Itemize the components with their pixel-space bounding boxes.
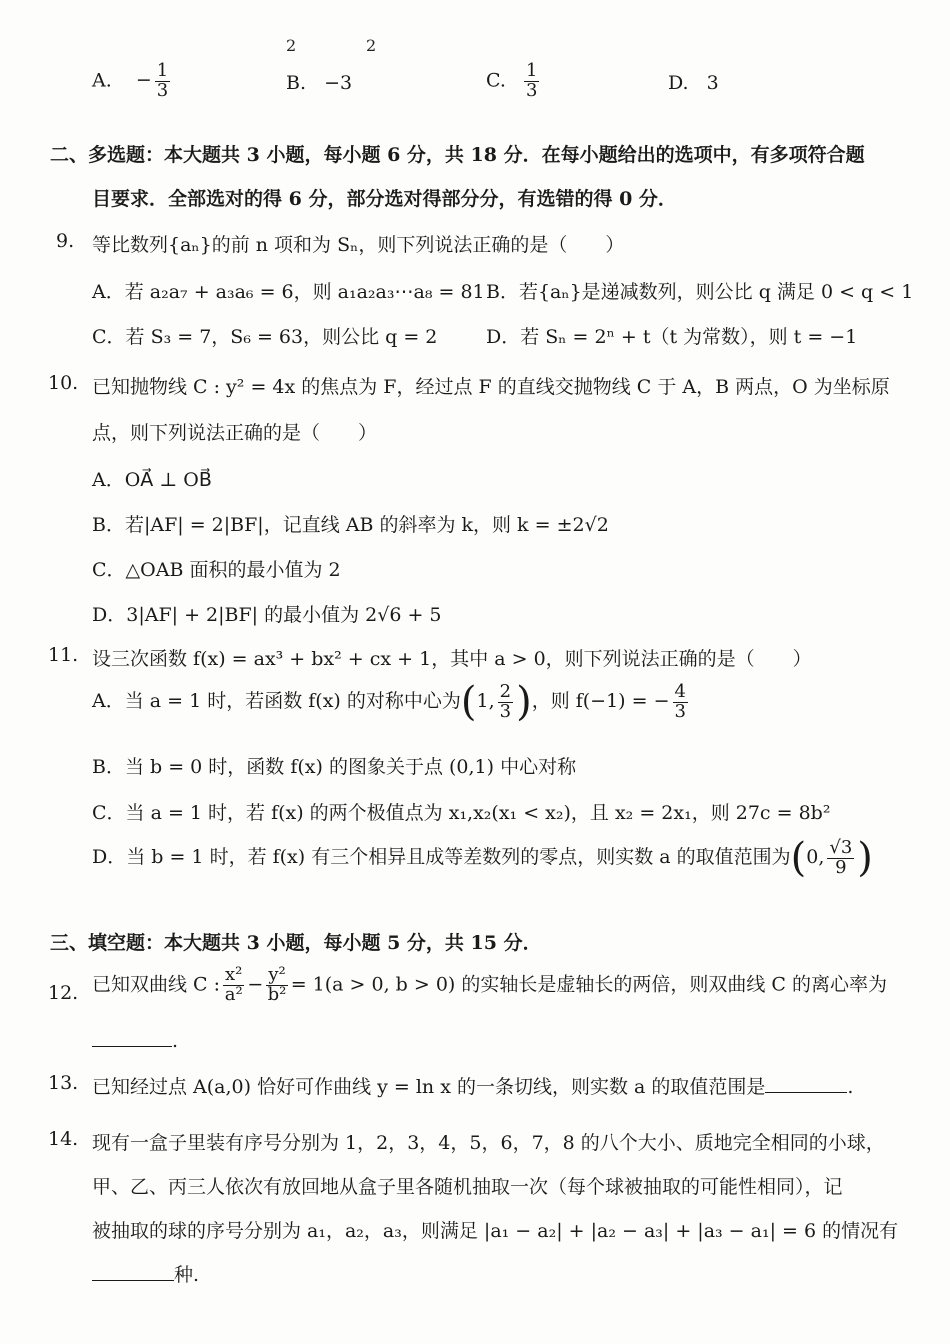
interval-left: 0, [806,846,825,868]
answer-blank[interactable] [92,1032,172,1047]
right-paren: ) [516,679,532,725]
fraction [266,966,287,1005]
denominator: 3 [525,79,538,101]
q10-number: 10. [48,372,79,394]
fraction [524,62,539,101]
q10-stem-line2: 点，则下列说法正确的是（ ） [92,422,378,444]
denominator: 3 [156,79,169,101]
fraction [223,966,244,1005]
numerator: y² [268,964,286,985]
numerator: 2 [499,680,512,702]
denominator: 9 [835,856,847,878]
period: . [847,1076,854,1098]
q12-prefix: 已知双曲线 C : [92,973,221,996]
option-a-prefix: A．当 a = 1 时，若函数 f(x) 的对称中心为 [92,690,461,712]
option-text: −3 [324,72,353,94]
numerator: 1 [156,60,169,81]
q8-option-a [92,62,173,101]
q13-stem [92,1072,853,1099]
option-label: C. [486,69,506,92]
option-sign: − [135,69,152,92]
numerator: x² [225,964,243,985]
denominator: 3 [499,700,512,722]
q13-number: 13. [48,1072,79,1094]
q11-option-a [92,679,691,725]
q12-stem [92,966,887,1005]
fraction [827,836,854,878]
answer-blank[interactable] [765,1078,847,1093]
period: . [172,1030,179,1052]
q9-stem: 等比数列{aₙ}的前 n 项和为 Sₙ，则下列说法正确的是（ ） [92,234,625,256]
section2-heading-line2: 目要求．全部选对的得 6 分，部分选对得部分分，有选错的得 0 分． [92,188,677,210]
q12-answer-line [92,1030,178,1052]
q8-option-d [668,72,719,94]
q8-option-b [286,72,352,94]
q9-option-d: D．若 Sₙ = 2ⁿ + t（t 为常数），则 t = −1 [486,326,858,348]
numerator: 1 [525,60,538,81]
q14-line2: 甲、乙、丙三人依次有放回地从盒子里各随机抽取一次（每个球被抽取的可能性相同），记 [92,1176,843,1198]
q13-text: 已知经过点 A(a,0) 恰好可作曲线 y = ln x 的一条切线，则实数 a 的取值范围是 [92,1076,766,1098]
fraction [498,680,513,722]
minus-sign: − [247,973,264,996]
option-label: A. [92,69,112,92]
section2-heading-line1: 二、多选题：本大题共 3 小题，每小题 6 分，共 18 分．在每小题给出的选项中，有多项符合题 [50,144,865,166]
q10-option-b: B．若|AF| = 2|BF|，记直线 AB 的斜率为 k，则 k = ±2√2 [92,514,609,536]
numerator: 4 [674,680,686,702]
q9-option-c: C．若 S₃ = 7，S₆ = 63，则公比 q = 2 [92,326,438,348]
q14-line3: 被抽取的球的序号分别为 a₁，a₂，a₃，则满足 |a₁ − a₂| + |a₂ − a₃| + |a₃ − a₁| = 6 的情况有 [92,1220,899,1242]
cropped-fragment-right: 2 [366,36,377,55]
left-paren: ( [790,835,807,881]
q12-number: 12. [48,982,79,1004]
numerator: √3 [829,836,853,858]
q10-option-d: D．3|AF| + 2|BF| 的最小值为 2√6 + 5 [92,604,442,626]
q11-stem: 设三次函数 f(x) = ax³ + bx² + cx + 1，其中 a > 0，则下列说法正确的是（ ） [92,648,812,670]
q10-option-c: C．△OAB 面积的最小值为 2 [92,559,341,581]
q14-answer-line [92,1260,199,1287]
option-label: D. [668,72,689,94]
q11-number: 11. [48,644,79,666]
q10-stem-line1: 已知抛物线 C : y² = 4x 的焦点为 F，经过点 F 的直线交抛物线 C 于 A，B 两点，O 为坐标原 [92,376,890,398]
denominator: a² [224,983,243,1005]
q14-line1: 现有一盒子里装有序号分别为 1，2，3，4，5，6，7，8 的八个大小、质地完全相同的小球， [92,1132,885,1154]
unit-suffix: 种. [174,1264,200,1286]
q9-number: 9. [56,230,75,252]
cropped-fragment-left: 2 [286,36,297,55]
answer-blank[interactable] [92,1266,174,1281]
q9-option-a: A．若 a₂a₇ + a₃a₆ = 6，则 a₁a₂a₃⋯a₈ = 81 [92,281,485,303]
q8-option-c [486,62,542,101]
left-paren: ( [460,679,477,725]
denominator: b² [267,983,287,1005]
q11-option-c: C．当 a = 1 时，若 f(x) 的两个极值点为 x₁,x₂(x₁ < x₂)，且 x₂ = 2x₁，则 27c = 8b² [92,802,831,824]
option-a-suffix: ，则 f(−1) = − [531,690,670,712]
q12-suffix: = 1(a > 0, b > 0) 的实轴长是虚轴长的两倍，则双曲线 C 的离心率为 [290,973,887,996]
option-text: 3 [706,72,719,94]
q11-option-b: B．当 b = 0 时，函数 f(x) 的图象关于点 (0,1) 中心对称 [92,756,577,778]
point-x: 1, [476,690,495,712]
q11-option-d [92,835,873,881]
q9-option-b: B．若{aₙ}是递减数列，则公比 q 满足 0 < q < 1 [486,281,914,303]
option-d-prefix: D．当 b = 1 时，若 f(x) 有三个相异且成等差数列的零点，则实数 a 的取值范围为 [92,846,791,868]
right-paren: ) [857,835,873,881]
fraction [673,680,688,722]
denominator: 3 [674,700,686,722]
fraction [155,62,170,101]
section3-heading: 三、填空题：本大题共 3 小题，每小题 5 分，共 15 分． [50,932,542,954]
q14-number: 14. [48,1128,79,1150]
q10-option-a: A．OA⃗ ⊥ OB⃗ [92,469,212,491]
option-label: B. [286,72,307,94]
